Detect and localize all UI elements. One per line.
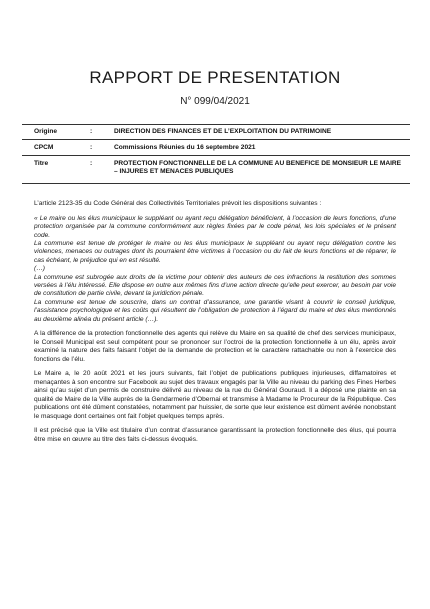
- top-divider: [22, 124, 410, 125]
- body-paragraph: Le Maire a, le 20 août 2021 et les jours suivants, fait l’objet de publications publiques injurieuses, diffamatoires et menaçantes à son encontre sur Facebook au sujet des travaux engagés par la Ville au niveau du parking des Fines Herbes ainsi qu’au sujet d’un permis de construire délivré au niveau de la rue du Général Gouraud. Il a déposé une plainte en sa qualité de Maire de la Ville auprès de la Gendarmerie d’Obernai et transmise à Madame le Procureur de la République. Ces publications ont été dûment constatées, notamment par huissier, de sorte que leur existence est dûment avérée nonobstant le masquage dont certaines ont fait l’objet quelques temps après.: [34, 370, 396, 420]
- body-paragraph: Il est précisé que la Ville est titulaire d’un contrat d’assurance garantissant la protection fonctionnelle des élus, qui pourra être mise en œuvre au titre des faits ci-dessus évoqués.: [34, 427, 396, 443]
- quote-paragraph: (…): [34, 265, 45, 273]
- meta-divider: [22, 155, 410, 156]
- meta-colon: :: [90, 128, 93, 135]
- report-body: [34, 200, 396, 451]
- quote-paragraph: La commune est subrogée aux droits de la victime pour obtenir des auteurs de ces infractions la restitution des sommes versées à l’élu intéressé. Elle dispose en outre aux mêmes fins d’une action directe qu’elle peut exercer, au besoin par voie de constitution de partie civile, devant la juridiction pénale.: [34, 273, 396, 298]
- meta-label: Origine: [34, 128, 58, 135]
- meta-value: PROTECTION FONCTIONNELLE DE LA COMMUNE AU BENEFICE DE MONSIEUR LE MAIRE – INJURES ET MENACES PUBLIQUES: [114, 160, 402, 175]
- meta-divider: [22, 139, 410, 140]
- meta-colon: :: [90, 160, 93, 167]
- quote-paragraph: La commune est tenue de souscrire, dans un contrat d’assurance, une garantie visant à couvrir le conseil juridique, l’assistance psychologique et les coûts qui résultent de l’obligation de protection à l’égard du maire et des élus mentionnés au deuxième alinéa du présent article (…).: [34, 298, 396, 323]
- report-title: RAPPORT DE PRESENTATION: [89, 68, 341, 87]
- report-number: N° 099/04/2021: [180, 96, 250, 107]
- quote-paragraph: La commune est tenue de protéger le maire ou les élus municipaux le suppléant ou ayant reçu délégation contre les violences, menaces ou outrages dont ils pourraient être victimes à l’occasion ou du fait de leurs fonctions et de réparer, le cas échéant, le préjudice qui en est résulté.: [34, 240, 396, 264]
- legal-quote: [34, 215, 396, 324]
- intro-paragraph: L’article 2123-35 du Code Général des Collectivités Territoriales prévoit les dispositions suivantes :: [34, 200, 322, 207]
- meta-label: Titre: [34, 160, 49, 167]
- body-paragraph: A la différence de la protection fonctionnelle des agents qui relève du Maire en sa qualité de chef des services municipaux, le Conseil Municipal est seul compétent pour se prononcer sur l’octroi de la protection fonctionnelle à un élu, après avoir examiné la nature des faits faisant l’objet de la demande de protection et le caractère rattachable ou non à l’exercice des fonctions de l’élu.: [34, 330, 396, 363]
- meta-colon: :: [90, 144, 93, 151]
- meta-value: Commissions Réunies du 16 septembre 2021: [114, 144, 256, 151]
- quote-paragraph: « Le maire ou les élus municipaux le suppléant ou ayant reçu délégation bénéficient, à l’occasion de leurs fonctions, d’une protection organisée par la commune conformément aux règles fixées par le code pénal, les lois spéciales et le présent code.: [34, 214, 396, 239]
- meta-value: DIRECTION DES FINANCES ET DE L’EXPLOITATION DU PATRIMOINE: [114, 128, 332, 135]
- bottom-divider: [22, 183, 410, 184]
- meta-label: CPCM: [34, 144, 54, 151]
